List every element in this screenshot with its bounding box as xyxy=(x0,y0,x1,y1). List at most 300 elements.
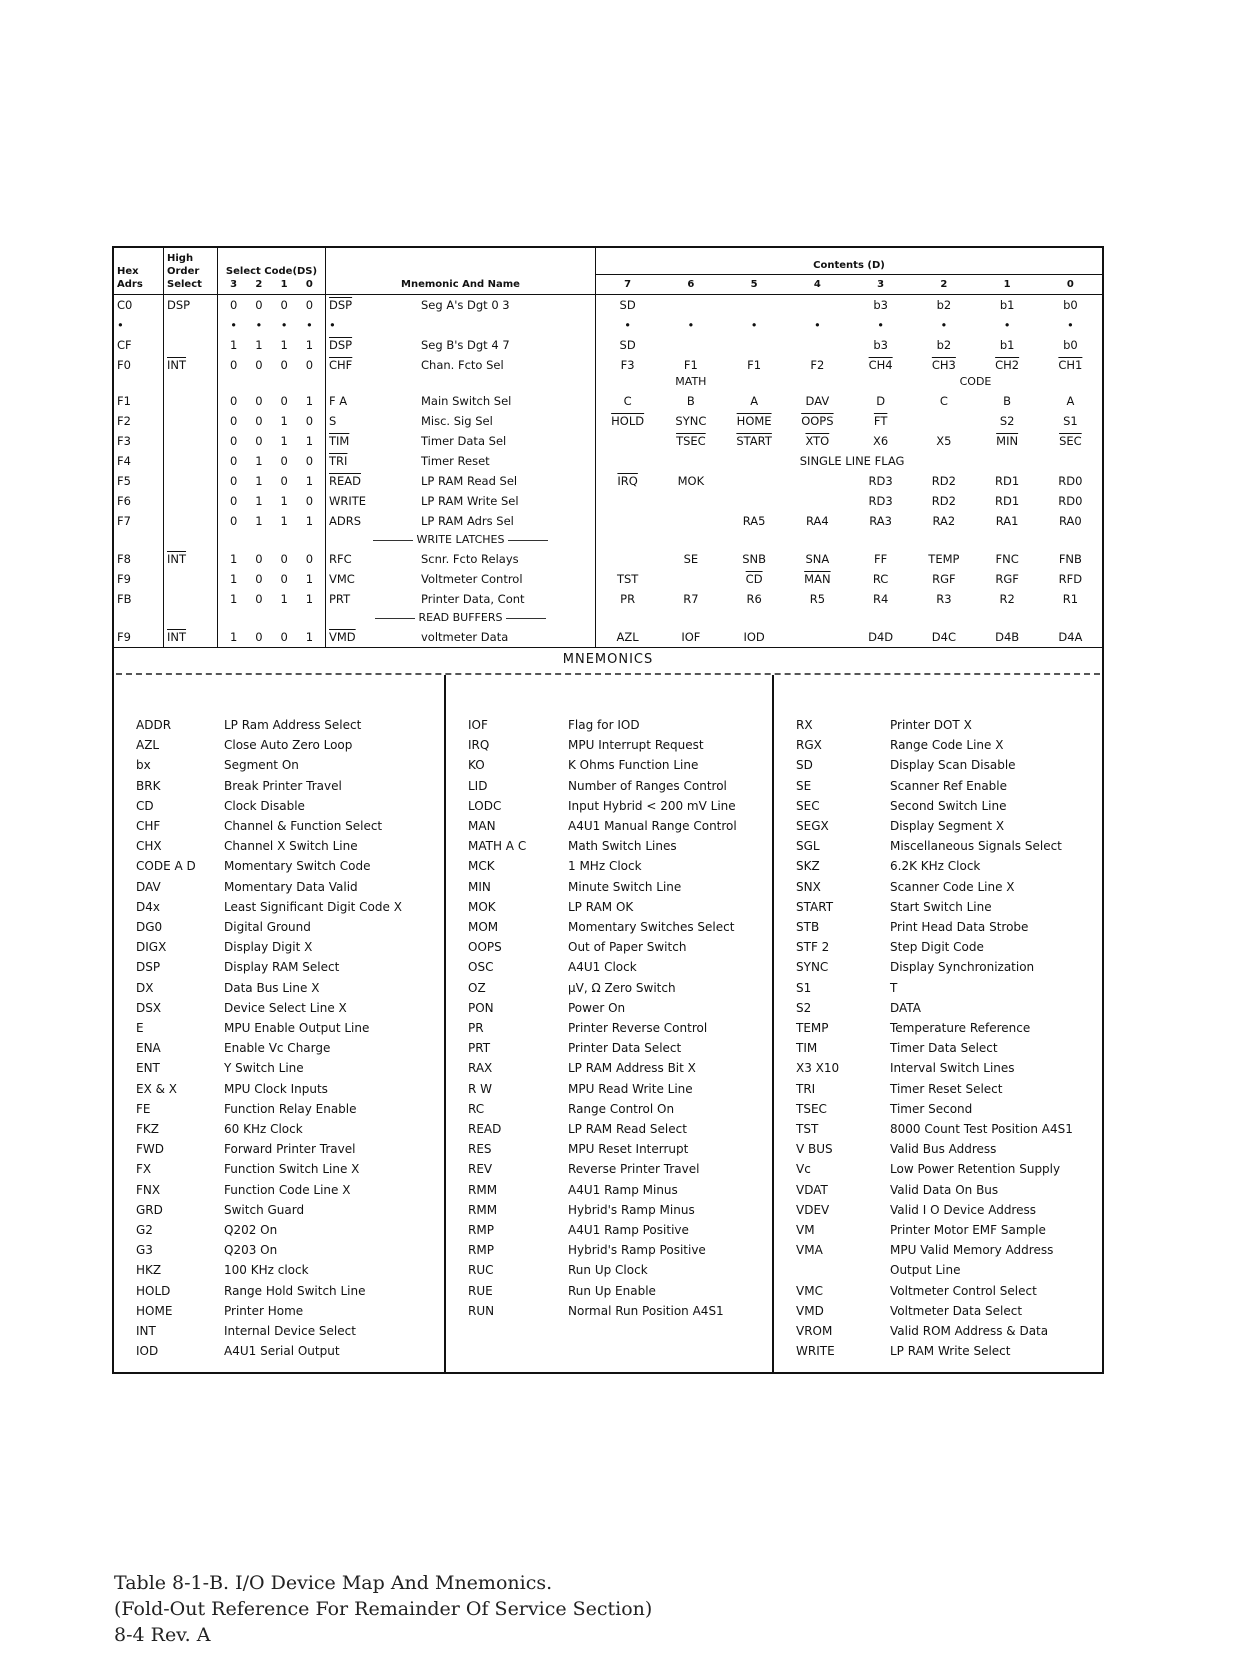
content-bit xyxy=(596,431,659,451)
mnemonic-definition: Scanner Ref Enable xyxy=(890,778,1008,793)
group-labels xyxy=(596,375,1102,391)
mnemonic-abbr: VROM xyxy=(796,1324,833,1339)
mnemonic-entry xyxy=(468,957,766,977)
content-bit: RD0 xyxy=(1058,474,1083,488)
content-bit: D4C xyxy=(931,630,956,644)
mnemonic-definition: Printer Motor EMF Sample xyxy=(890,1223,1046,1238)
mnemonic-abbr: RX xyxy=(796,718,813,732)
mnemonic: $\overline{TIM}$ xyxy=(329,434,350,448)
bit-label: 2 xyxy=(940,279,948,290)
mnemonic-abbr: GRD xyxy=(136,1202,163,1217)
mnemonic-entry xyxy=(136,1301,438,1321)
mnemonic-entry xyxy=(136,877,438,897)
mnemonic-entry xyxy=(796,1301,1096,1321)
contents-row xyxy=(596,589,1102,609)
content-bit: $\overline{CD}$ xyxy=(745,572,763,586)
mnemonic-abbr: ENA xyxy=(136,1041,161,1056)
mnemonic-entry xyxy=(468,836,766,856)
mnemonic-abbr: V BUS xyxy=(796,1142,833,1157)
content-bit: b1 xyxy=(999,298,1015,312)
select-code-bit: 1 xyxy=(229,592,238,606)
mnemonic-abbr: bx xyxy=(136,758,151,773)
register-name: Seg B's Dgt 4 7 xyxy=(421,338,510,352)
content-bit: b1 xyxy=(999,338,1015,352)
mnemonic-entry xyxy=(468,796,766,816)
mnemonic-definition: Range Code Line X xyxy=(890,738,1004,753)
content-bit: F2 xyxy=(810,358,825,372)
contents-row xyxy=(596,355,1102,375)
content-bit xyxy=(659,451,722,471)
mnemonic-definition: MPU Enable Output Line xyxy=(224,1021,370,1036)
mnemonic-definition: Internal Device Select xyxy=(224,1324,356,1339)
content-bit: MOK xyxy=(677,474,705,488)
mnemonic-definition: A4U1 Ramp Minus xyxy=(568,1182,678,1197)
content-bit: F3 xyxy=(620,358,635,372)
select-code-bit: 0 xyxy=(229,454,238,468)
mnemonic-entry xyxy=(468,1180,766,1200)
mnemonic-abbr: HOLD xyxy=(136,1283,171,1298)
mnemonic-definition: A4U1 Manual Range Control xyxy=(568,819,737,834)
code-group-label: CODE xyxy=(959,375,992,388)
mnemonic-definition: Power On xyxy=(568,1000,626,1015)
content-bit: • xyxy=(750,318,758,332)
select-code-bit: 1 xyxy=(280,514,288,528)
mnemonic-definition: Momentary Data Valid xyxy=(224,879,358,894)
mnemonic-entry xyxy=(468,1099,766,1119)
content-bit: C xyxy=(939,394,948,408)
select-code xyxy=(218,589,326,609)
mnemonic-entry xyxy=(468,715,766,735)
select-code-bit: 0 xyxy=(255,394,263,408)
mnemonic-entry xyxy=(136,1341,438,1361)
mnemonic-entry xyxy=(136,1321,438,1341)
register-name: Timer Data Sel xyxy=(421,434,507,448)
select-code-bit: 0 xyxy=(229,494,238,508)
mnemonic-abbr: SGL xyxy=(796,839,820,854)
hex-address: F4 xyxy=(114,451,164,471)
bit-label: 7 xyxy=(624,279,632,290)
content-bit: FNC xyxy=(995,552,1019,566)
mnemonic-entry xyxy=(796,957,1096,977)
mnemonic-definition: A4U1 Ramp Positive xyxy=(568,1223,689,1238)
content-bit: SNB xyxy=(742,552,767,566)
content-bit: SE xyxy=(683,552,699,566)
separator-spacer xyxy=(114,609,164,627)
mnemonic-abbr: DX xyxy=(136,980,154,995)
mnemonic-entry xyxy=(796,917,1096,937)
bit-label: 6 xyxy=(687,279,695,290)
select-code xyxy=(218,315,326,335)
mnemonic-and-name xyxy=(326,491,596,511)
col-header-mnemonic: Mnemonic And Name xyxy=(326,248,596,295)
content-bit: CH3 xyxy=(931,358,956,372)
content-bit xyxy=(723,335,786,355)
mnemonic-definition: Least Significant Digit Code X xyxy=(224,899,402,914)
register-name: Printer Data, Cont xyxy=(421,592,525,606)
mnemonic-definition: Start Switch Line xyxy=(890,899,992,914)
high-order-select xyxy=(164,411,218,431)
mnemonic-definition: Normal Run Position A4S1 xyxy=(568,1303,724,1318)
content-bit: $\overline{IRQ}$ xyxy=(617,474,638,488)
col-header-hex-adrs: Hex Adrs xyxy=(114,248,164,295)
select-code-bit: 0 xyxy=(229,298,238,312)
mnemonic-definition: Q203 On xyxy=(224,1243,278,1258)
content-bit: RD1 xyxy=(995,474,1020,488)
mnemonic-entry xyxy=(796,856,1096,876)
register-name: Misc. Sig Sel xyxy=(421,414,493,428)
contents-row xyxy=(596,471,1102,491)
mnemonic-entry xyxy=(468,735,766,755)
mnemonic-entry xyxy=(136,998,438,1018)
mnemonic-and-name xyxy=(326,335,596,355)
content-bit: B xyxy=(686,394,695,408)
register-name: Chan. Fcto Sel xyxy=(421,358,504,372)
content-bit: RA2 xyxy=(932,514,956,528)
mnemonic-abbr: CODE A D xyxy=(136,859,196,874)
content-bit: RD3 xyxy=(868,474,893,488)
mnemonic-and-name xyxy=(326,627,596,647)
mnemonic-entry xyxy=(468,1038,766,1058)
select-code-bit: 1 xyxy=(280,592,288,606)
col-header-select-code xyxy=(218,248,326,295)
mnemonic-definition: Valid Bus Address xyxy=(890,1142,997,1157)
content-bit: R4 xyxy=(872,592,889,606)
mnemonic-definition: Digital Ground xyxy=(224,920,311,935)
mnemonic-definition: Momentary Switch Code xyxy=(224,859,371,874)
mnemonic-entry xyxy=(136,1119,438,1139)
mnemonic-entry xyxy=(796,1200,1096,1220)
mnemonic-entry xyxy=(468,1301,766,1321)
mnemonic-definition: Range Hold Switch Line xyxy=(224,1283,366,1298)
mnemonic-definition: Valid Data On Bus xyxy=(890,1182,999,1197)
content-bit: • xyxy=(877,318,885,332)
mnemonic-definition: Voltmeter Control Select xyxy=(890,1283,1037,1298)
mnemonic-entry xyxy=(468,1018,766,1038)
content-bit: SYNC xyxy=(675,414,707,428)
mnemonic-entry xyxy=(136,937,438,957)
mnemonic-entry xyxy=(468,1260,766,1280)
separator-line xyxy=(506,618,546,619)
mnemonic-entry xyxy=(796,1281,1096,1301)
content-bit: SD xyxy=(619,298,636,312)
high-order-select xyxy=(164,335,218,355)
mnemonic-definition: T xyxy=(890,980,898,995)
mnemonic-entry xyxy=(796,937,1096,957)
content-bit: RA3 xyxy=(869,514,892,528)
mnemonic-definition: LP RAM Write Select xyxy=(890,1344,1011,1359)
mnemonic-definition: K Ohms Function Line xyxy=(568,758,699,773)
select-code-bit: 0 xyxy=(280,630,288,644)
mnemonic-entry xyxy=(468,978,766,998)
content-bit: R7 xyxy=(683,592,699,606)
register-name: Voltmeter Control xyxy=(421,572,523,586)
content-bit xyxy=(659,295,722,315)
mnemonic-abbr: ENT xyxy=(136,1061,160,1076)
mnemonic-definition: Miscellaneous Signals Select xyxy=(890,839,1062,854)
select-code-bit: 0 xyxy=(255,414,263,428)
mnemonic-entry xyxy=(468,998,766,1018)
content-bit: • xyxy=(1066,318,1074,332)
mnemonic-abbr: ADDR xyxy=(136,718,172,732)
content-bit: • xyxy=(813,318,821,332)
content-bit xyxy=(659,569,722,589)
contents-row xyxy=(596,511,1102,531)
select-code-bit: 1 xyxy=(255,494,263,508)
mnemonic-entry xyxy=(796,877,1096,897)
bit-label: 3 xyxy=(877,279,885,290)
mnemonic-abbr: Vc xyxy=(796,1162,811,1177)
mnemonic-entry xyxy=(796,1018,1096,1038)
select-code-bit: 0 xyxy=(280,298,288,312)
content-bit: b2 xyxy=(936,298,952,312)
io-device-table xyxy=(112,246,1104,1374)
group-spacer xyxy=(114,375,164,391)
mnemonic-definition: Function Switch Line X xyxy=(224,1162,360,1177)
contents-row xyxy=(596,491,1102,511)
select-code-bit: 1 xyxy=(229,552,238,566)
select-code-bit: 0 xyxy=(305,358,314,372)
select-code-bit: 0 xyxy=(280,474,288,488)
mnemonic-definition: Number of Ranges Control xyxy=(568,778,727,793)
mnemonic-entry xyxy=(796,1159,1096,1179)
mnemonic-definition: 8000 Count Test Position A4S1 xyxy=(890,1122,1073,1137)
mnemonic: $\overline{VMD}$ xyxy=(329,630,356,644)
separator-spacer xyxy=(596,531,1102,549)
mnemonic-entry xyxy=(136,755,438,775)
mnemonic-entry xyxy=(796,816,1096,836)
read-buffers-divider-label: READ BUFFERS xyxy=(418,611,503,624)
mnemonic-definition: Timer Data Select xyxy=(890,1041,998,1056)
mnemonic-entry xyxy=(796,1058,1096,1078)
mnemonic-definition: Printer Home xyxy=(224,1303,304,1318)
mnemonic-abbr: MAN xyxy=(468,819,496,834)
register-name: voltmeter Data xyxy=(421,630,509,644)
mnemonic-abbr: KO xyxy=(468,758,485,773)
select-code-bit: 1 xyxy=(305,572,314,586)
content-bit xyxy=(786,627,849,647)
mnemonic-abbr: TIM xyxy=(796,1041,818,1056)
group-spacer xyxy=(326,375,596,391)
content-bit: b3 xyxy=(873,338,888,352)
table-frame xyxy=(112,246,1104,1374)
content-bit: A xyxy=(1066,394,1075,408)
select-code-bit: 0 xyxy=(305,494,314,508)
mnemonic-abbr: START xyxy=(796,899,834,914)
contents-row xyxy=(596,549,1102,569)
mnemonic-abbr: TST xyxy=(796,1122,819,1137)
mnemonic-definition: Y Switch Line xyxy=(224,1061,304,1076)
hex-address: F6 xyxy=(114,491,164,511)
select-code-bit: 1 xyxy=(305,474,314,488)
content-bit: S1 xyxy=(1063,414,1078,428)
col-header-contents xyxy=(596,248,1102,295)
mnemonic-abbr: BRK xyxy=(136,778,161,793)
mnemonic-entry xyxy=(136,1260,438,1280)
mnemonics-column-2 xyxy=(444,675,774,1372)
select-code-bit: 0 xyxy=(255,630,263,644)
mnemonic-and-name xyxy=(326,511,596,531)
bit-label: 1 xyxy=(280,279,288,290)
select-code-bit: • xyxy=(305,318,313,332)
hex-address: F1 xyxy=(114,391,164,411)
select-code-bit: 1 xyxy=(255,514,263,528)
mnemonic: S xyxy=(329,414,337,428)
mnemonic-abbr: S2 xyxy=(796,1000,812,1015)
mnemonic-abbr: HKZ xyxy=(136,1263,162,1278)
select-code-title: Select Code(DS) xyxy=(225,266,318,277)
mnemonic-abbr: RMM xyxy=(468,1202,498,1217)
mnemonic-entry xyxy=(796,796,1096,816)
mnemonic-abbr: SEGX xyxy=(796,819,829,834)
mnemonic: ADRS xyxy=(329,514,362,528)
select-code xyxy=(218,431,326,451)
mnemonic-definition: MPU Valid Memory Address Output Line xyxy=(890,1243,1054,1278)
mnemonic-definition: Display RAM Select xyxy=(224,960,340,975)
content-bit: A xyxy=(750,394,759,408)
high-order-select xyxy=(164,431,218,451)
content-bit: HOME xyxy=(736,414,772,428)
mnemonic-definition: Function Code Line X xyxy=(224,1182,351,1197)
mnemonic-definition: Forward Printer Travel xyxy=(224,1142,356,1157)
mnemonic-entry xyxy=(468,1079,766,1099)
mnemonic-definition: Break Printer Travel xyxy=(224,778,342,793)
contents-row xyxy=(596,411,1102,431)
select-code-bit: 0 xyxy=(229,514,238,528)
mnemonic-definition: Display Digit X xyxy=(224,940,313,955)
col-header-high-order: High Order Select xyxy=(164,248,218,295)
mnemonic-abbr: VMC xyxy=(796,1283,823,1298)
select-code-bit: 1 xyxy=(280,414,288,428)
content-bit xyxy=(723,471,786,491)
mnemonic-definition: A4U1 Clock xyxy=(568,960,637,975)
register-name: Main Switch Sel xyxy=(421,394,512,408)
mnemonic-abbr: FNX xyxy=(136,1182,161,1197)
bit-label: 2 xyxy=(255,279,263,290)
mnemonic-and-name xyxy=(326,391,596,411)
mnemonic-abbr: D4x xyxy=(136,899,160,914)
mnemonic-entry xyxy=(468,776,766,796)
mnemonic-entry xyxy=(468,877,766,897)
mnemonic-abbr: LODC xyxy=(468,798,502,813)
contents-row xyxy=(596,451,1102,471)
select-code-bit: 0 xyxy=(255,592,263,606)
mnemonic-abbr: R W xyxy=(468,1081,493,1096)
mnemonic-entry xyxy=(796,1038,1096,1058)
separator-line xyxy=(373,540,413,541)
mnemonic-abbr: MATH A C xyxy=(468,839,527,854)
separator-spacer xyxy=(164,531,218,549)
content-bit: DAV xyxy=(805,394,830,408)
bit-label: 0 xyxy=(1066,279,1074,290)
separator-line xyxy=(375,618,415,619)
mnemonic-entry xyxy=(468,1240,766,1260)
mnemonic-definition: MPU Reset Interrupt xyxy=(568,1142,689,1157)
mnemonic-abbr: PR xyxy=(468,1021,484,1036)
mnemonic-abbr: PON xyxy=(468,1000,494,1015)
contents-row xyxy=(596,335,1102,355)
mnemonic-abbr: RUC xyxy=(468,1263,494,1278)
mnemonic-definition: Printer Reverse Control xyxy=(568,1021,708,1036)
math-group-label: MATH xyxy=(675,375,707,388)
mnemonic-definition: DATA xyxy=(890,1000,921,1015)
mnemonic-abbr: SKZ xyxy=(796,859,820,874)
mnemonic-definition: Minute Switch Line xyxy=(568,879,682,894)
select-code-bit: 0 xyxy=(255,298,263,312)
high-order-select xyxy=(164,315,218,335)
content-bit: SNA xyxy=(805,552,830,566)
content-bit: X6 xyxy=(873,434,889,448)
mnemonic-definition: Print Head Data Strobe xyxy=(890,920,1029,935)
separator-spacer xyxy=(164,609,218,627)
mnemonic-abbr: DAV xyxy=(136,879,161,894)
mnemonic-entry xyxy=(796,735,1096,755)
select-code-bit: 0 xyxy=(280,358,288,372)
mnemonic-definition: Display Synchronization xyxy=(890,960,1035,975)
content-bit: FNB xyxy=(1058,552,1082,566)
mnemonic-definition: Timer Second xyxy=(890,1101,973,1116)
content-bit: b2 xyxy=(936,338,952,352)
hex-address: F9 xyxy=(114,627,164,647)
content-bit: CH2 xyxy=(995,358,1020,372)
content-bit: • xyxy=(940,318,948,332)
mnemonic-abbr: FE xyxy=(136,1101,151,1116)
mnemonic-abbr: MIN xyxy=(468,879,491,894)
mnemonic-abbr: S1 xyxy=(796,980,812,995)
mnemonic-entry xyxy=(136,1099,438,1119)
mnemonic-definition: MPU Clock Inputs xyxy=(224,1081,328,1096)
mnemonic-entry xyxy=(468,1281,766,1301)
high-order-select: $\overline{INT}$ xyxy=(164,549,218,569)
mnemonic: $\overline{CHF}$ xyxy=(329,358,353,372)
mnemonic-abbr: MOM xyxy=(468,920,499,935)
mnemonic-definition: 6.2K KHz Clock xyxy=(890,859,981,874)
mnemonic-abbr: RAX xyxy=(468,1061,493,1076)
select-code-bits xyxy=(221,278,322,291)
mnemonic-entry xyxy=(468,816,766,836)
page-number: 8-4 Rev. A xyxy=(114,1624,211,1646)
mnemonic-and-name xyxy=(326,549,596,569)
mnemonic-entry xyxy=(796,978,1096,998)
mnemonic-abbr: INT xyxy=(136,1324,156,1339)
content-bit: F1 xyxy=(683,358,698,372)
mnemonic-definition: Scanner Code Line X xyxy=(890,879,1015,894)
content-bit: R3 xyxy=(936,592,952,606)
mnemonic-definition: Valid ROM Address & Data xyxy=(890,1324,1049,1339)
content-bit: OOPS xyxy=(801,414,834,428)
mnemonic-abbr: OSC xyxy=(468,960,494,975)
content-bit: R5 xyxy=(809,592,826,606)
mnemonic-definition: LP Ram Address Select xyxy=(224,718,362,732)
mnemonic-definition: MPU Interrupt Request xyxy=(568,738,704,753)
content-bit: RD2 xyxy=(931,494,956,508)
mnemonic-entry xyxy=(796,715,1096,735)
mnemonic-entry xyxy=(136,1038,438,1058)
mnemonic-abbr: VMA xyxy=(796,1243,823,1258)
content-bit: RGF xyxy=(995,572,1019,586)
mnemonic-abbr: DSP xyxy=(136,960,161,975)
mnemonic-abbr: CD xyxy=(136,798,154,813)
contents-row xyxy=(596,627,1102,647)
select-code-bit: 0 xyxy=(255,552,263,566)
mnemonic-abbr: EX & X xyxy=(136,1081,178,1096)
mnemonic-abbr: IOF xyxy=(468,718,488,732)
register-name: LP RAM Adrs Sel xyxy=(421,514,514,528)
content-bit: R2 xyxy=(999,592,1015,606)
select-code-bit: 0 xyxy=(305,414,314,428)
high-order-select: $\overline{INT}$ xyxy=(164,627,218,647)
content-bit xyxy=(786,491,849,511)
mnemonic-definition: LP RAM OK xyxy=(568,899,634,914)
